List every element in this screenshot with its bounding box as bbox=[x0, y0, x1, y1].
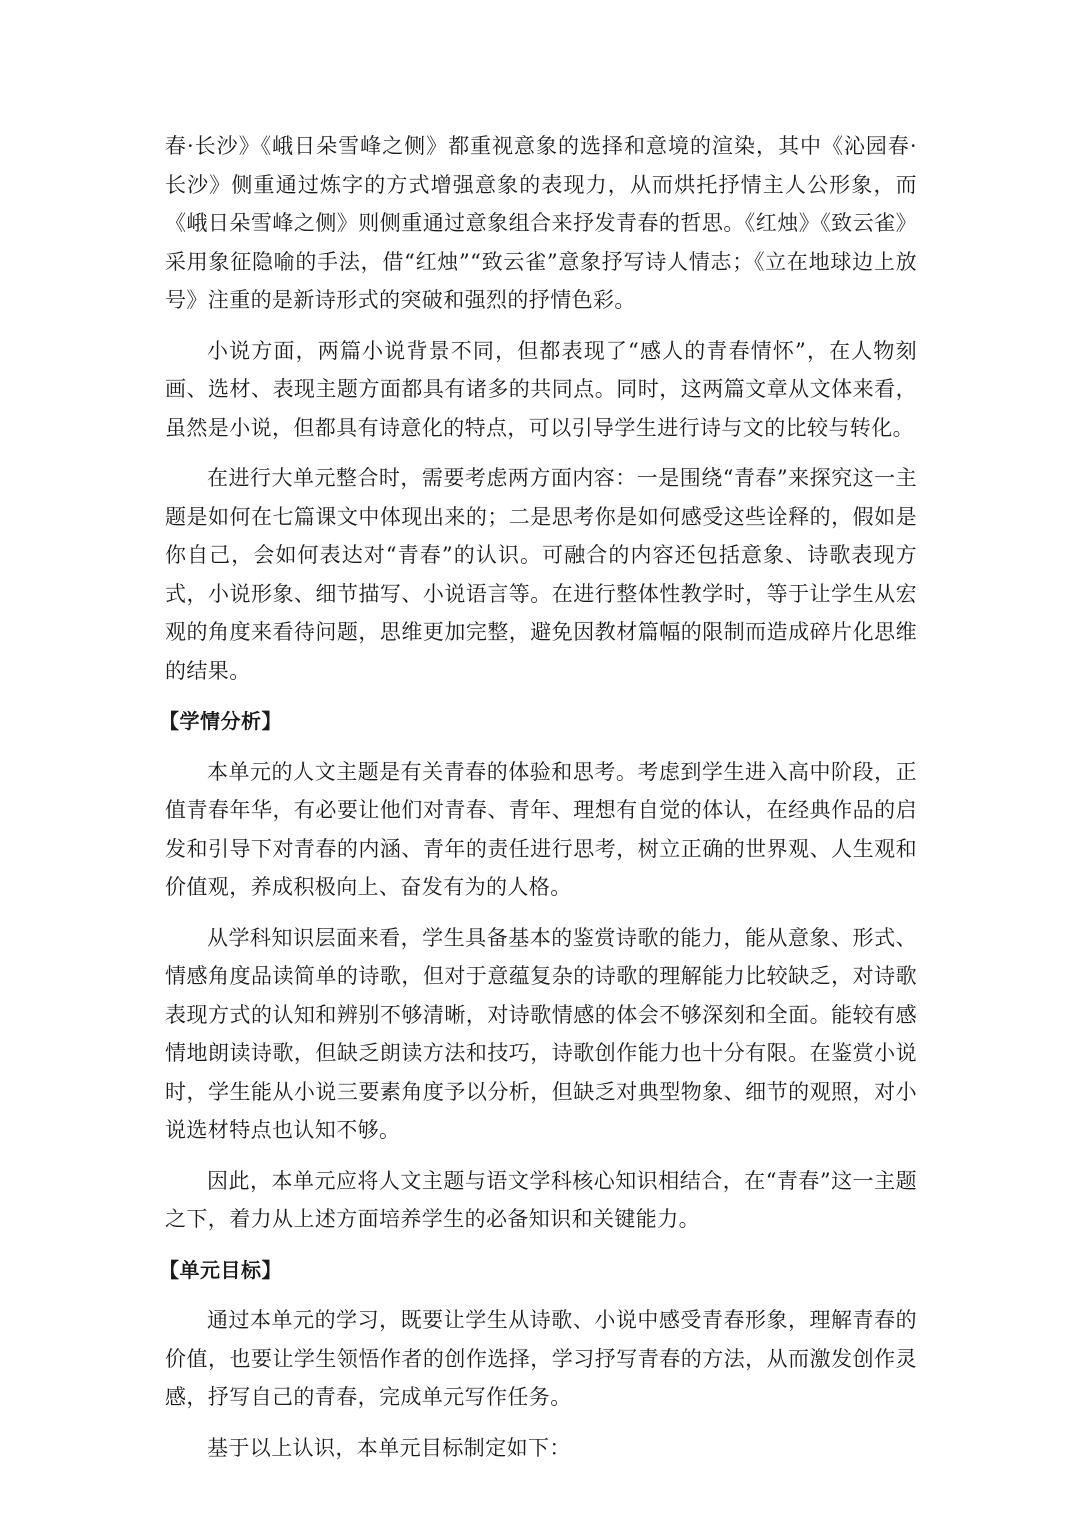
paragraph-learning-theme: 本单元的人文主题是有关青春的体验和思考。考虑到学生进入高中阶段，正值青春年华，有必要让他们对青春、青年、理想有自觉的体认，在经典作品的启发和引导下对青春的内涵、青年的责任进行思考，树立正确的世界观、人生观和价值观，养成积极向上、奋发有为的人格。 bbox=[165, 759, 917, 899]
paragraph-goals-lead: 基于以上认识，本单元目标制定如下： bbox=[207, 1435, 571, 1460]
section-heading-learning-analysis: 【学情分析】 bbox=[159, 709, 282, 733]
paragraph-unit-integration: 在进行大单元整合时，需要考虑两方面内容：一是围绕“青春”来探究这一主题是如何在七篇课文中体现出来的；二是思考你是如何感受这些诠释的，假如是你自己，会如何表达对“青春”的认识。可融合的内容还包括意象、诗歌表现方式，小说形象、细节描写、小说语言等。在进行整体性教学时，等于让学生从宏观的角度来看待问题，思维更加完整，避免因教材篇幅的限制而造成碎片化思维的结果。 bbox=[165, 466, 917, 683]
paragraph-novel-analysis: 小说方面，两篇小说背景不同，但都表现了“感人的青春情怀”，在人物刻画、选材、表现主题方面都具有诸多的共同点。同时，这两篇文章从文体来看，虽然是小说，但都具有诗意化的特点，可以引导学生进行诗与文的比较与转化。 bbox=[165, 338, 917, 440]
paragraph-poetry-analysis: 春·长沙》《峨日朵雪峰之侧》都重视意象的选择和意境的渲染，其中《沁园春·长沙》侧重通过炼字的方式增强意象的表现力，从而烘托抒情主人公形象，而《峨日朵雪峰之侧》则侧重通过意象组合来抒发青春的哲思。《红烛》《致云雀》采用象征隐喻的手法，借“红烛”“致云雀”意象抒写诗人情志；《立在地球边上放号》注重的是新诗形式的突破和强烈的抒情色彩。 bbox=[165, 134, 917, 312]
paragraph-goals-intro: 通过本单元的学习，既要让学生从诗歌、小说中感受青春形象，理解青春的价值，也要让学生领悟作者的创作选择，学习抒写青春的方法，从而激发创作灵感，抒写自己的青春，完成单元写作任务。 bbox=[165, 1308, 917, 1409]
section-heading-unit-goals: 【单元目标】 bbox=[159, 1257, 282, 1282]
document-body bbox=[159, 127, 917, 1479]
paragraph-learning-conclusion: 因此，本单元应将人文主题与语文学科核心知识相结合，在“青春”这一主题之下，着力从上述方面培养学生的必备知识和关键能力。 bbox=[165, 1168, 917, 1231]
paragraph-learning-knowledge: 从学科知识层面来看，学生具备基本的鉴赏诗歌的能力，能从意象、形式、情感角度品读简单的诗歌，但对于意蕴复杂的诗歌的理解能力比较缺乏，对诗歌表现方式的认知和辨别不够清晰，对诗歌情感的体会不够深刻和全面。能较有感情地朗读诗歌，但缺乏朗读方法和技巧，诗歌创作能力也十分有限。在鉴赏小说时，学生能从小说三要素角度予以分析，但缺乏对典型物象、细节的观照，对小说选材特点也认知不够。 bbox=[165, 925, 917, 1142]
